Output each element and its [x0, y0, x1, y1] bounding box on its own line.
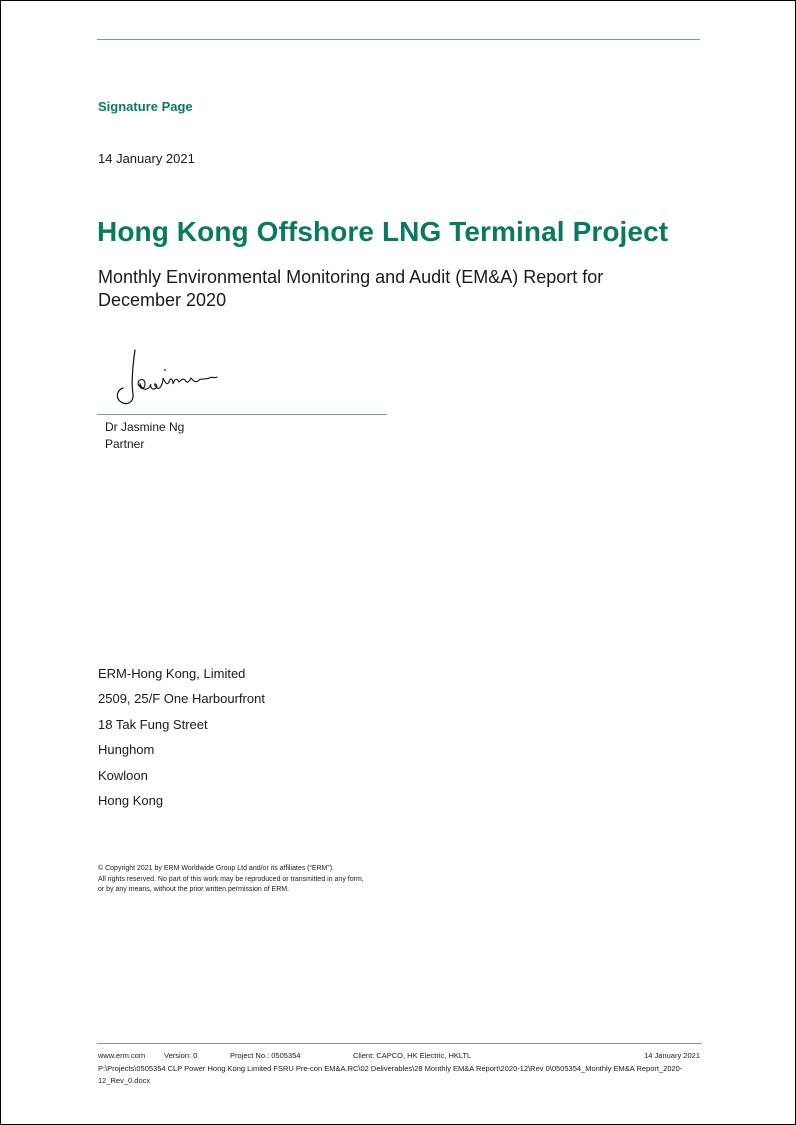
- address-line: 18 Tak Fung Street: [98, 716, 208, 732]
- copyright-line: or by any means, without the prior written permission of ERM.: [98, 886, 290, 893]
- company-address: [98, 666, 265, 818]
- copyright-line: All rights reserved. No part of this work may be reproduced or transmitted in any form,: [98, 875, 364, 883]
- signatory-block: [105, 419, 184, 453]
- address-line: 2509, 25/F One Harbourfront: [98, 691, 265, 707]
- footer-meta-row: [98, 1051, 700, 1063]
- page-subtitle: [98, 266, 658, 312]
- footer-project-number: Project No.: 0505354: [230, 1051, 301, 1060]
- footer-date: 14 January 2021: [644, 1051, 700, 1060]
- footer-website: www.erm.com: [98, 1051, 146, 1060]
- address-line: Kowloon: [98, 767, 148, 783]
- address-line: ERM-Hong Kong, Limited: [98, 666, 246, 681]
- copyright-line: © Copyright 2021 by ERM Worldwide Group Ltd and/or its affiliates (“ERM”).: [98, 865, 334, 872]
- footer-file-path: P:\Projects\0505354 CLP Power Hong Kong Limited FSRU Pre-con EM&A.RC\02 Deliverables\28 Monthly EM&A Report\2020-12\Rev 0\0505354_Monthly EM&A Report_2020-12_Rev_0.docx: [98, 1064, 683, 1085]
- page-footer: [98, 1051, 700, 1086]
- header-divider: [97, 39, 700, 40]
- address-line: Hong Kong: [98, 792, 164, 808]
- page-title: Hong Kong Offshore LNG Terminal Project: [97, 216, 669, 247]
- footer-version: Version: 0: [164, 1051, 198, 1060]
- signatory-role: Partner: [105, 437, 145, 451]
- section-label: Signature Page: [98, 99, 193, 114]
- signature-icon: [113, 346, 223, 411]
- address-line: Hunghom: [98, 742, 155, 758]
- document-date: 14 January 2021: [98, 151, 195, 166]
- copyright-notice: [98, 864, 364, 896]
- subtitle-line-1: Monthly Environmental Monitoring and Audit (EM&A) Report for: [98, 267, 604, 287]
- signatory-name: Dr Jasmine Ng: [105, 420, 185, 434]
- subtitle-line-2: December 2020: [98, 290, 227, 310]
- signature-line: [97, 414, 387, 415]
- footer-divider: [97, 1043, 702, 1044]
- footer-client: Client: CAPCO, HK Electric, HKLTL: [353, 1051, 472, 1060]
